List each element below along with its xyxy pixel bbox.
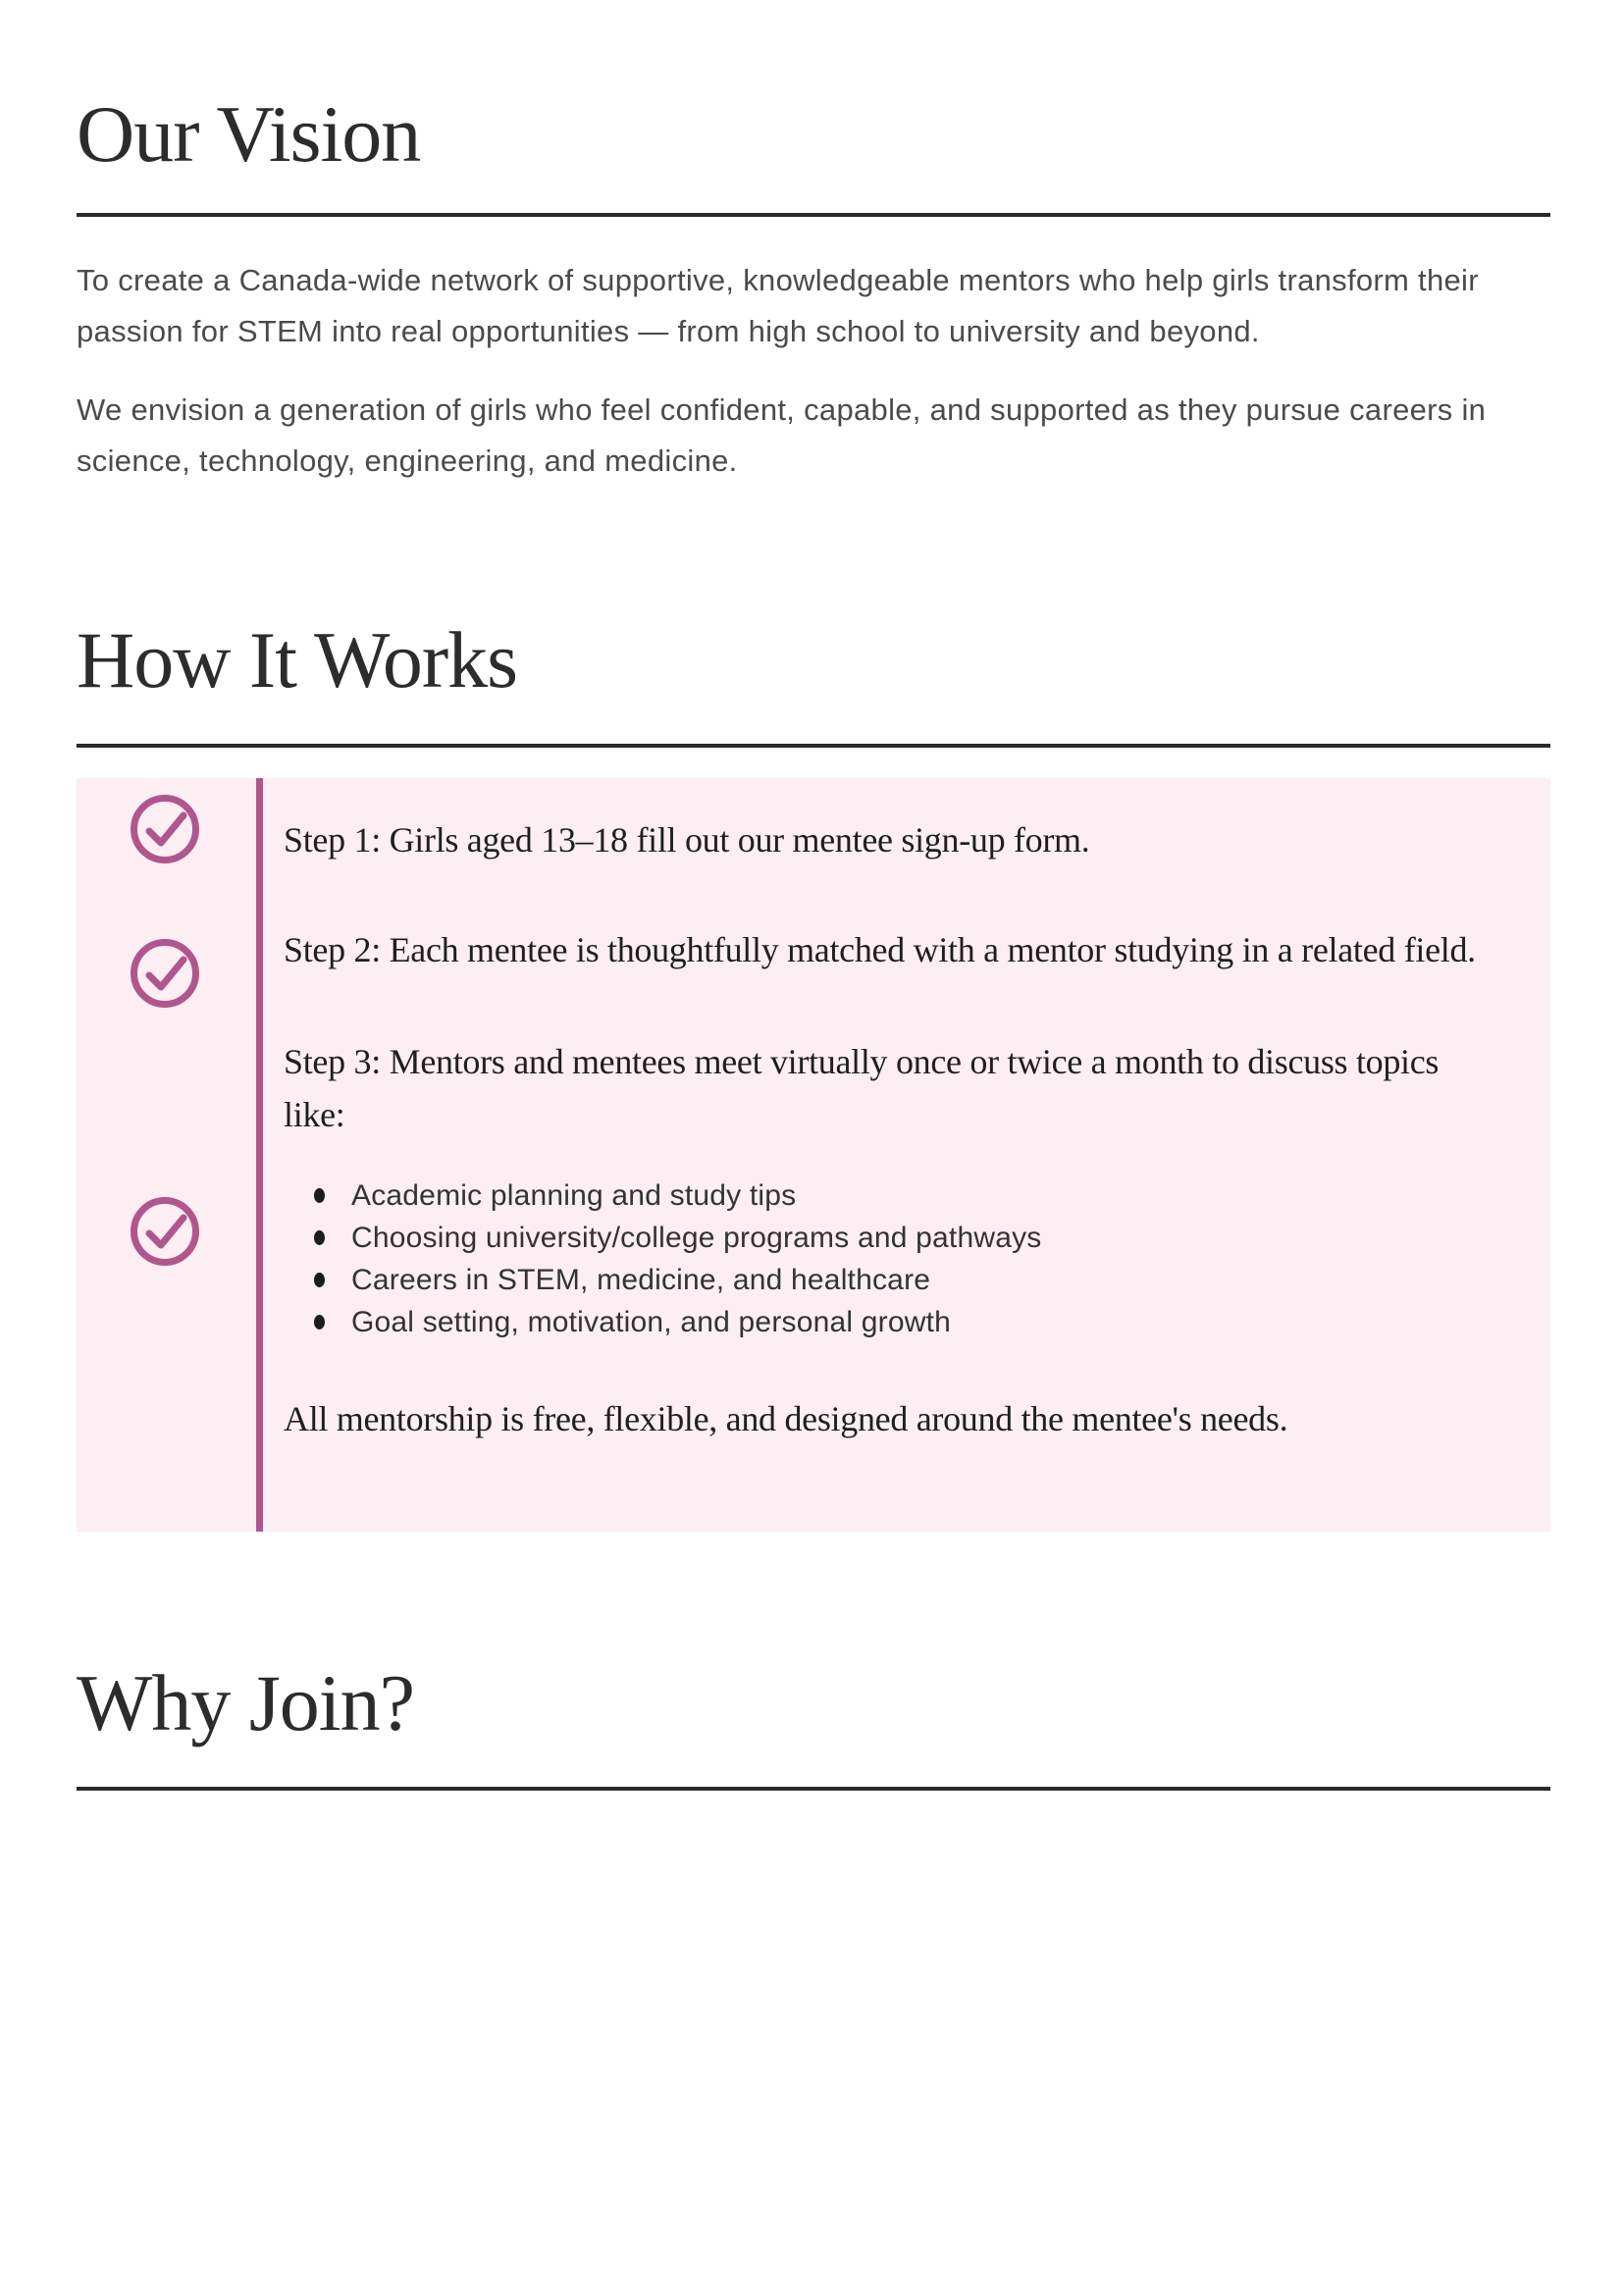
list-item: Academic planning and study tips [284, 1174, 1492, 1217]
check-circle-icon [129, 1195, 201, 1268]
check-circle-icon [129, 937, 201, 1010]
list-item: Goal setting, motivation, and personal growth [284, 1301, 1492, 1343]
vertical-divider [256, 778, 263, 1532]
discussion-topics-list [284, 1174, 1492, 1343]
divider-rule [77, 744, 1550, 748]
vision-paragraph-2: We envision a generation of girls who feel confident, capable, and supported as they pursue careers in science, technology, engineering, and medicine. [77, 392, 1487, 478]
section-title-why-join: Why Join? [77, 1658, 414, 1747]
section-why-join [77, 1658, 1550, 1791]
step-2-text: Step 2: Each mentee is thoughtfully matched with a mentor studying in a related field. [284, 930, 1476, 969]
list-item: Careers in STEM, medicine, and healthcare [284, 1259, 1492, 1301]
section-title-how-it-works: How It Works [77, 615, 518, 704]
section-how-it-works [77, 615, 1550, 1532]
section-our-vision [77, 0, 1550, 487]
check-circle-icon [129, 793, 201, 865]
mentorship-footnote: All mentorship is free, flexible, and designed around the mentee's needs. [284, 1399, 1288, 1438]
divider-rule [77, 1787, 1550, 1791]
list-item: Choosing university/college programs and pathways [284, 1217, 1492, 1259]
divider-rule [77, 213, 1550, 217]
step-3-text: Step 3: Mentors and mentees meet virtually once or twice a month to discuss topics like: [284, 1042, 1440, 1134]
section-title-our-vision: Our Vision [77, 89, 421, 179]
step-1-text: Step 1: Girls aged 13–18 fill out our mentee sign-up form. [284, 820, 1090, 860]
how-it-works-panel [77, 778, 1550, 1532]
vision-paragraph-1: To create a Canada-wide network of supportive, knowledgeable mentors who help girls transform their passion for STEM into real opportunities — from high school to university and beyond. [77, 263, 1479, 348]
